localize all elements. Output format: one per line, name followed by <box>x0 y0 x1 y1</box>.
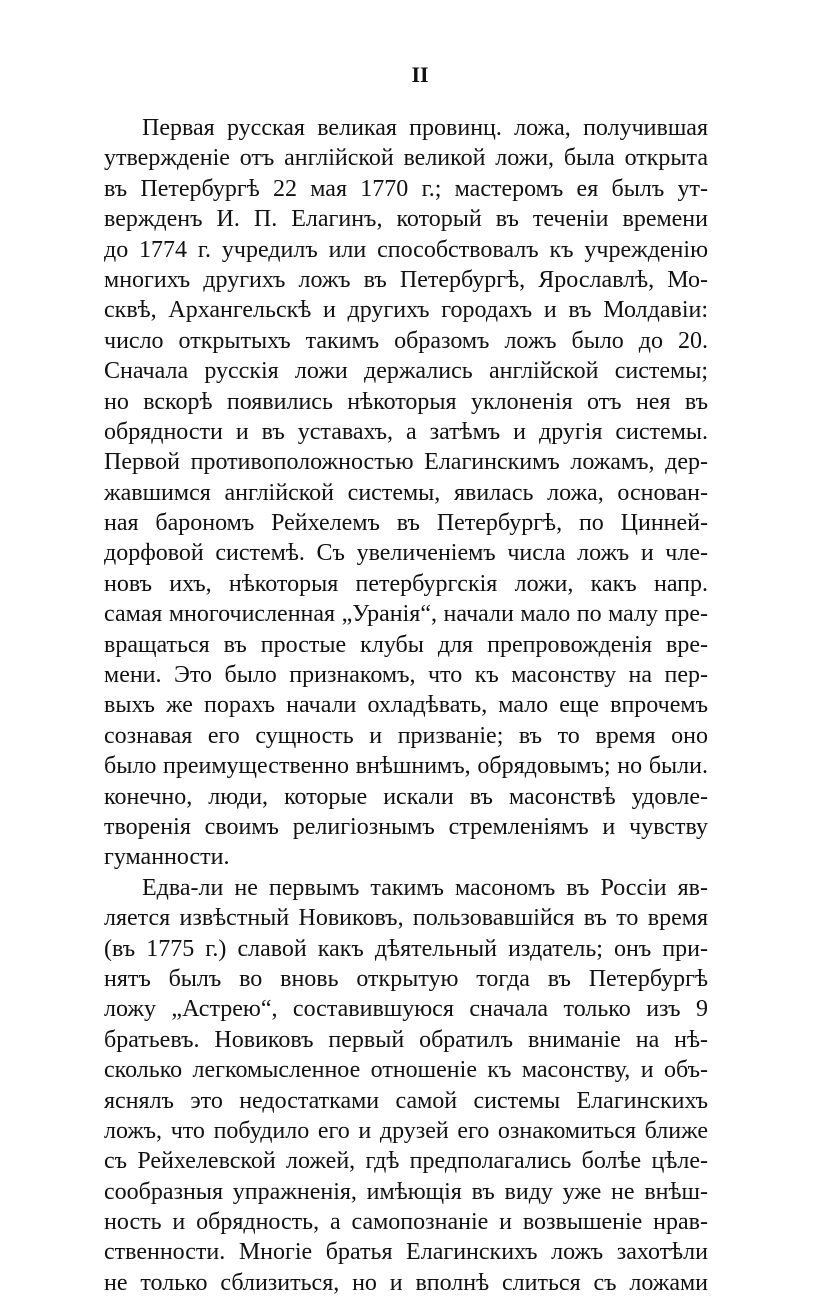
body-text <box>104 113 708 1298</box>
text-line: ность и обрядность, а самопознаніе и возвышеніе нрав- <box>104 1209 708 1236</box>
text-line: до 1774 г. учредилъ или способствовалъ къ учрежденію <box>104 236 708 263</box>
text-line: сквѣ, Архангельскѣ и другихъ городахъ и въ Молдавіи: <box>104 297 708 324</box>
text-line: жавшимся англійской системы, явилась ложа, основан- <box>104 479 708 506</box>
text-line: сознавая его сущность и призваніе; въ то время оно <box>104 722 708 749</box>
text-line: Первая русская великая провинц. ложа, получившая <box>142 115 708 141</box>
text-line: не только сблизиться, но и вполнѣ слиться съ ложами <box>104 1269 708 1296</box>
text-line: нятъ былъ во вновь открытую тогда въ Петербургѣ <box>104 965 708 992</box>
text-line: мени. Это было признакомъ, что къ масонству на пер- <box>104 662 708 689</box>
text-line: въ Петербургѣ 22 мая 1770 г.; мастеромъ ея былъ ут- <box>104 175 708 202</box>
text-line: утвержденіе отъ англійской великой ложи, была открыта <box>104 145 708 172</box>
text-line: ственности. Многіе братья Елагинскихъ ложъ захотѣли <box>104 1239 708 1266</box>
text-line: яснялъ это недостатками самой системы Елагинскихъ <box>104 1087 708 1114</box>
text-line: ложу „Астрею“, составившуюся сначала только изъ 9 <box>104 996 708 1023</box>
text-line: ляется извѣстный Новиковъ, пользовавшійся въ то время <box>104 905 708 932</box>
text-line: самая многочисленная „Уранія“, начали мало по малу пре- <box>104 601 708 628</box>
text-line: братьевъ. Новиковъ первый обратилъ вниманіе на нѣ- <box>104 1026 708 1053</box>
text-line: вращаться въ простые клубы для препровожденія вре- <box>104 631 708 658</box>
page-number: II <box>411 62 429 87</box>
text-line: обрядности и въ уставахъ, а затѣмъ и другія системы. <box>104 418 708 445</box>
text-line: но вскорѣ появились нѣкоторыя уклоненія отъ нея въ <box>104 388 708 415</box>
text-line: ложъ, что побудило его и друзей его ознакомиться ближе <box>104 1117 708 1144</box>
text-line: число открытыхъ такимъ образомъ ложъ было до 20. <box>104 327 708 354</box>
text-line: Едва-ли не первымъ такимъ масономъ въ Россіи яв- <box>142 874 708 901</box>
text-line: вержденъ И. П. Елагинъ, который въ теченіи времени <box>104 206 708 233</box>
text-line: сообразныя упражненія, имѣющія въ виду уже не внѣш- <box>104 1178 708 1205</box>
text-line: дорфовой системѣ. Съ увеличеніемъ числа ложъ и чле- <box>104 540 708 567</box>
text-line: сколько легкомысленное отношеніе къ масонству, и объ- <box>104 1057 708 1084</box>
text-line: было преимущественно внѣшнимъ, обрядовымъ; но были. <box>104 753 708 780</box>
text-line: выхъ же порахъ начали охладѣвать, мало еще впрочемъ <box>104 692 708 719</box>
text-line: съ Рейхелевской ложей, гдѣ предполагались болѣе цѣле- <box>104 1148 708 1175</box>
text-line: творенія своимъ религіознымъ стремленіямъ и чувству <box>104 813 708 840</box>
text-line: новъ ихъ, нѣкоторыя петербургскія ложи, какъ напр. <box>104 570 708 597</box>
text-line: гуманности. <box>104 844 230 871</box>
text-line: Первой противоположностью Елагинскимъ ложамъ, дер- <box>104 449 708 476</box>
text-line: Сначала русскія ложи держались англійской системы; <box>104 358 708 385</box>
text-line: конечно, люди, которые искали въ масонствѣ удовле- <box>104 783 708 810</box>
text-line: ная барономъ Рейхелемъ въ Петербургѣ, по Цинней- <box>104 510 708 537</box>
text-line: многихъ другихъ ложъ въ Петербургѣ, Ярославлѣ, Мо- <box>104 266 708 293</box>
text-line: (въ 1775 г.) славой какъ дѣятельный издатель; онъ при- <box>104 935 708 962</box>
